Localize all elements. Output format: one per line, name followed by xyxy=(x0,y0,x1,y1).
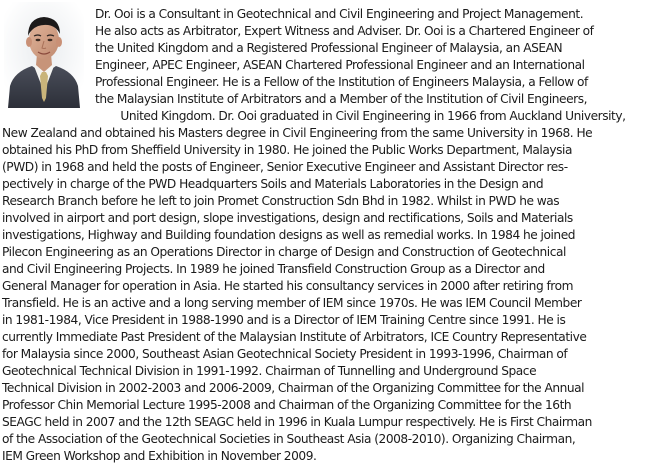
bio-line-22: Geotechnical Technical Division in 1991-1992. Chairman of Tunnelling and Underground Space xyxy=(2,364,537,378)
bio-line-6: the Malaysian Institute of Arbitrators and a Member of the Institution of Civil Engineers, xyxy=(95,92,588,106)
bio-line-21: for Malaysia since 2000, Southeast Asian Geotechnical Society President in 1993-1996, Chairman of xyxy=(2,347,568,361)
bio-line-23: Technical Division in 2002-2003 and 2006-2009, Chairman of the Organizing Committee for the Annual xyxy=(2,381,585,395)
bio-line-19: in 1981-1984, Vice President in 1988-1990 and is a Director of IEM Training Centre since 1991. He is xyxy=(2,313,566,327)
bio-line-4: Engineer, APEC Engineer, ASEAN Chartered Professional Engineer and an International xyxy=(95,58,585,72)
bio-line-5: Professional Engineer. He is a Fellow of the Institution of Engineers Malaysia, a Fellow of xyxy=(95,75,588,89)
bio-line-10: (PWD) in 1968 and held the posts of Engineer, Senior Executive Engineer and Assistant Director res- xyxy=(2,160,568,174)
bio-line-18: Transfield. He is an active and a long serving member of IEM since 1970s. He was IEM Council Member xyxy=(2,296,582,310)
bio-line-17: General Manager for operation in Asia. He started his consultancy services in 2000 after retiring from xyxy=(2,279,574,293)
bio-line-2: He also acts as Arbitrator, Expert Witness and Adviser. Dr. Ooi is a Chartered Engineer of xyxy=(95,24,594,38)
bio-line-3: the United Kingdom and a Registered Professional Engineer of Malaysia, an ASEAN xyxy=(95,41,563,55)
bio-line-8: New Zealand and obtained his Masters degree in Civil Engineering from the same University in 1968. He xyxy=(2,126,593,140)
portrait-photo xyxy=(4,2,84,108)
bio-line-11: pectively in charge of the PWD Headquarters Soils and Materials Laboratories in the Design and xyxy=(2,177,544,191)
bio-line-24: Professor Chin Memorial Lecture 1995-2008 and Chairman of the Organizing Committee for the 16th xyxy=(2,398,572,412)
bio-line-13: involved in airport and port design, slope investigations, design and rectifications, Soils and Materials xyxy=(2,211,573,225)
bio-line-1: Dr. Ooi is a Consultant in Geotechnical and Civil Engineering and Project Management. xyxy=(95,7,584,21)
bio-line-14: investigations, Highway and Building foundation designs as well as remedial works. In 1984 he joined xyxy=(2,228,576,242)
bio-line-25: SEAGC held in 2007 and the 12th SEAGC held in 1996 in Kuala Lumpur respectively. He is First Chairman xyxy=(2,415,592,429)
bio-line-16: and Civil Engineering Projects. In 1989 he joined Transfield Construction Group as a Director and xyxy=(2,262,545,276)
bio-line-7: United Kingdom. Dr. Ooi graduated in Civil Engineering in 1966 from Auckland University, xyxy=(120,109,626,123)
bio-line-27: IEM Green Workshop and Exhibition in November 2009. xyxy=(2,449,317,463)
bio-line-20: currently Immediate Past President of the Malaysian Institute of Arbitrators, ICE Country Representative xyxy=(2,330,587,344)
bio-line-12: Research Branch before he left to join Promet Construction Sdn Bhd in 1982. Whilst in PWD he was xyxy=(2,194,560,208)
portrait-photo-icon xyxy=(4,2,84,108)
bio-line-15: Pilecon Engineering as an Operations Director in charge of Design and Construction of Geotechnical xyxy=(2,245,566,259)
bio-line-26: of the Association of the Geotechnical Societies in Southeast Asia (2008-2010). Organizing Chairman, xyxy=(2,432,576,446)
bio-line-9: obtained his PhD from Sheffield University in 1980. He joined the Public Works Department, Malaysia xyxy=(2,143,572,157)
